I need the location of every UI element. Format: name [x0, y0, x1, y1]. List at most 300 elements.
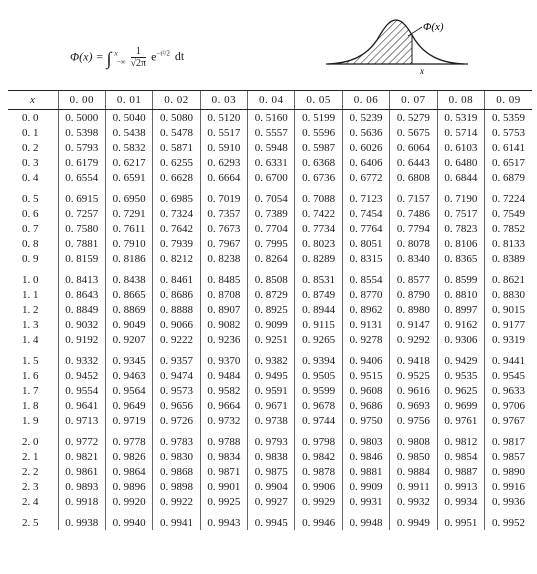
table-cell: 0. 8023: [295, 236, 342, 251]
table-cell: 0. 5199: [295, 110, 342, 126]
table-cell: 0. 9949: [390, 509, 437, 530]
table-cell: 0. 5557: [248, 125, 295, 140]
table-cell: 0. 8264: [248, 251, 295, 266]
table-cell: 0. 9767: [485, 413, 532, 428]
table-cell: 0. 9898: [153, 479, 200, 494]
table-cell: 0. 7190: [437, 185, 484, 206]
table-cell: 0. 9803: [342, 428, 389, 449]
table-cell: 0. 9925: [200, 494, 247, 509]
table-cell: 0. 9222: [153, 332, 200, 347]
table-cell: 0. 9821: [58, 449, 105, 464]
table-cell: 0. 6985: [153, 185, 200, 206]
table-cell: 0. 9854: [437, 449, 484, 464]
table-cell: 0. 8389: [485, 251, 532, 266]
table-cell: 0. 9441: [485, 347, 532, 368]
col-header: 0. 09: [485, 91, 532, 110]
table-cell: 0. 9370: [200, 347, 247, 368]
row-x-value: 2. 5: [22, 516, 39, 529]
table-cell: 0. 7673: [200, 221, 247, 236]
table-cell: 0. 9896: [105, 479, 152, 494]
table-row: [8, 110, 532, 126]
table-cell: 0. 5040: [105, 110, 152, 126]
table-cell: 0. 9943: [200, 509, 247, 530]
table-cell: 0. 9582: [200, 383, 247, 398]
table-cell: 0. 7642: [153, 221, 200, 236]
table-cell: 0. 9719: [105, 413, 152, 428]
table-cell: 0. 9834: [200, 449, 247, 464]
row-x-value: 2. 3: [22, 480, 39, 493]
table-cell: 0. 9099: [248, 317, 295, 332]
table-cell: 0. 7123: [342, 185, 389, 206]
table-cell: 0. 9147: [390, 317, 437, 332]
table-row: [8, 251, 532, 266]
table-cell: 0. 6480: [437, 155, 484, 170]
table-row: [8, 413, 532, 428]
table-cell: 0. 8438: [105, 266, 152, 287]
col-header: 0. 07: [390, 91, 437, 110]
table-cell: 0. 7794: [390, 221, 437, 236]
shaded-area: [328, 20, 412, 64]
table-cell: 0. 9911: [390, 479, 437, 494]
table-cell: 0. 8133: [485, 236, 532, 251]
table-cell: 0. 5987: [295, 140, 342, 155]
table-cell: 0. 9678: [295, 398, 342, 413]
table-cell: 0. 9306: [437, 332, 484, 347]
table-cell: 0. 8729: [248, 287, 295, 302]
exp-power: −t²/2: [156, 49, 170, 58]
table-cell: 0. 5871: [153, 140, 200, 155]
table-cell: 0. 9868: [153, 464, 200, 479]
table-row: [8, 155, 532, 170]
table-cell: 0. 5160: [248, 110, 295, 126]
table-cell: 0. 7257: [58, 206, 105, 221]
table-cell: 0. 9545: [485, 368, 532, 383]
table-cell: 0. 9909: [342, 479, 389, 494]
table-cell: 0. 9357: [153, 347, 200, 368]
table-row: [8, 449, 532, 464]
table-cell: 0. 9756: [390, 413, 437, 428]
table-cell: 0. 7422: [295, 206, 342, 221]
table-cell: 0. 9484: [200, 368, 247, 383]
table-cell: 0. 8708: [200, 287, 247, 302]
table-cell: 0. 9394: [295, 347, 342, 368]
table-cell: 0. 9015: [485, 302, 532, 317]
table-cell: 0. 9913: [437, 479, 484, 494]
table-cell: 0. 8925: [248, 302, 295, 317]
row-x-value: 1. 1: [22, 288, 39, 301]
table-cell: 0. 9778: [105, 428, 152, 449]
row-x-value: 1. 9: [22, 414, 39, 427]
table-cell: 0. 7517: [437, 206, 484, 221]
table-row: [8, 479, 532, 494]
table-cell: 0. 6443: [390, 155, 437, 170]
table-cell: 0. 5714: [437, 125, 484, 140]
table-cell: 0. 8830: [485, 287, 532, 302]
col-header: 0. 04: [248, 91, 295, 110]
table-cell: 0. 9946: [295, 509, 342, 530]
normal-distribution-table: [8, 90, 532, 530]
table-cell: 0. 8577: [390, 266, 437, 287]
table-cell: 0. 8621: [485, 266, 532, 287]
table-cell: 0. 9452: [58, 368, 105, 383]
table-cell: 0. 8340: [390, 251, 437, 266]
col-header: 0. 06: [342, 91, 389, 110]
table-cell: 0. 8686: [153, 287, 200, 302]
table-cell: 0. 7611: [105, 221, 152, 236]
row-x-value: 2. 4: [22, 495, 39, 508]
table-cell: 0. 9857: [485, 449, 532, 464]
table-cell: 0. 9656: [153, 398, 200, 413]
table-cell: 0. 8997: [437, 302, 484, 317]
table-cell: 0. 9616: [390, 383, 437, 398]
table-cell: 0. 9699: [437, 398, 484, 413]
row-x-value: 0. 1: [22, 126, 39, 139]
table-cell: 0. 9932: [390, 494, 437, 509]
row-x-value: 2. 2: [22, 465, 39, 478]
table-cell: 0. 6293: [200, 155, 247, 170]
table-cell: 0. 8461: [153, 266, 200, 287]
table-cell: 0. 9750: [342, 413, 389, 428]
table-cell: 0. 7939: [153, 236, 200, 251]
table-cell: 0. 9817: [485, 428, 532, 449]
table-row: [8, 494, 532, 509]
table-cell: 0. 9940: [105, 509, 152, 530]
table-cell: 0. 9406: [342, 347, 389, 368]
table-cell: 0. 5120: [200, 110, 247, 126]
table-cell: 0. 9783: [153, 428, 200, 449]
table-cell: 0. 6808: [390, 170, 437, 185]
table-cell: 0. 9861: [58, 464, 105, 479]
table-cell: 0. 6915: [58, 185, 105, 206]
table-row: [8, 368, 532, 383]
table-cell: 0. 5438: [105, 125, 152, 140]
table-cell: 0. 6591: [105, 170, 152, 185]
table-cell: 0. 8643: [58, 287, 105, 302]
table-cell: 0. 9938: [58, 509, 105, 530]
table-cell: 0. 7224: [485, 185, 532, 206]
table-cell: 0. 8365: [437, 251, 484, 266]
table-cell: 0. 8186: [105, 251, 152, 266]
table-cell: 0. 8159: [58, 251, 105, 266]
col-header: 0. 02: [153, 91, 200, 110]
table-cell: 0. 5636: [342, 125, 389, 140]
table-row: [8, 383, 532, 398]
table-cell: 0. 9535: [437, 368, 484, 383]
cdf-formula: [70, 46, 184, 69]
table-cell: 0. 9945: [248, 509, 295, 530]
table-cell: 0. 8106: [437, 236, 484, 251]
table-cell: 0. 8554: [342, 266, 389, 287]
row-x-value: 0. 7: [22, 222, 39, 235]
table-cell: 0. 9591: [248, 383, 295, 398]
table-cell: 0. 9641: [58, 398, 105, 413]
table-cell: 0. 8238: [200, 251, 247, 266]
table-cell: 0. 6700: [248, 170, 295, 185]
curve-label: Φ(x): [423, 21, 444, 33]
table-cell: 0. 8508: [248, 266, 295, 287]
table-cell: 0. 5319: [437, 110, 484, 126]
table-cell: 0. 9772: [58, 428, 105, 449]
table-cell: 0. 5948: [248, 140, 295, 155]
row-x-value: 0. 5: [22, 192, 39, 205]
col-header: 0. 01: [105, 91, 152, 110]
table-row: [8, 464, 532, 479]
table-cell: 0. 9292: [390, 332, 437, 347]
table-cell: 0. 7549: [485, 206, 532, 221]
table-cell: 0. 6554: [58, 170, 105, 185]
table-cell: 0. 9625: [437, 383, 484, 398]
table-cell: 0. 9732: [200, 413, 247, 428]
row-x-value: 1. 7: [22, 384, 39, 397]
table-cell: 0. 9918: [58, 494, 105, 509]
table-cell: 0. 9049: [105, 317, 152, 332]
table-cell: 0. 9884: [390, 464, 437, 479]
table-cell: 0. 9115: [295, 317, 342, 332]
table-cell: 0. 8599: [437, 266, 484, 287]
table-row: [8, 302, 532, 317]
table-cell: 0. 7995: [248, 236, 295, 251]
table-cell: 0. 9463: [105, 368, 152, 383]
column-header-row: [8, 91, 532, 110]
table-row: [8, 428, 532, 449]
axis-label: x: [420, 66, 424, 76]
table-row: [8, 287, 532, 302]
table-cell: 0. 9890: [485, 464, 532, 479]
table-cell: 0. 9265: [295, 332, 342, 347]
table-cell: 0. 9319: [485, 332, 532, 347]
table-cell: 0. 9788: [200, 428, 247, 449]
table-cell: 0. 6103: [437, 140, 484, 155]
table-cell: 0. 9332: [58, 347, 105, 368]
table-cell: 0. 9192: [58, 332, 105, 347]
table-cell: 0. 7088: [295, 185, 342, 206]
table-cell: 0. 8289: [295, 251, 342, 266]
table-cell: 0. 5793: [58, 140, 105, 155]
table-cell: 0. 6950: [105, 185, 152, 206]
col-header: 0. 05: [295, 91, 342, 110]
fraction: [131, 46, 147, 69]
row-x-value: 1. 6: [22, 369, 39, 382]
table-cell: 0. 6517: [485, 155, 532, 170]
table-cell: 0. 6844: [437, 170, 484, 185]
table-row: [8, 509, 532, 530]
row-x-value: 1. 8: [22, 399, 39, 412]
table-cell: 0. 9798: [295, 428, 342, 449]
table-cell: 0. 9032: [58, 317, 105, 332]
table-cell: 0. 9599: [295, 383, 342, 398]
table-cell: 0. 6217: [105, 155, 152, 170]
table-cell: 0. 8485: [200, 266, 247, 287]
table-cell: 0. 9864: [105, 464, 152, 479]
table-cell: 0. 9495: [248, 368, 295, 383]
table-cell: 0. 7291: [105, 206, 152, 221]
table-cell: 0. 9505: [295, 368, 342, 383]
table-cell: 0. 6879: [485, 170, 532, 185]
table-cell: 0. 5517: [200, 125, 247, 140]
row-x-value: 0. 0: [22, 111, 39, 124]
table-cell: 0. 5279: [390, 110, 437, 126]
table-cell: 0. 6772: [342, 170, 389, 185]
table-cell: 0. 9878: [295, 464, 342, 479]
table-cell: 0. 8212: [153, 251, 200, 266]
table-cell: 0. 9920: [105, 494, 152, 509]
table-cell: 0. 8770: [342, 287, 389, 302]
table-cell: 0. 7764: [342, 221, 389, 236]
table-cell: 0. 9345: [105, 347, 152, 368]
table-cell: 0. 9207: [105, 332, 152, 347]
integral-lower: −∞: [116, 57, 126, 66]
table-row: [8, 170, 532, 185]
normal-curve-figure: [322, 10, 470, 76]
table-cell: 0. 9934: [437, 494, 484, 509]
table-cell: 0. 9916: [485, 479, 532, 494]
table-cell: 0. 9693: [390, 398, 437, 413]
col-header: 0. 00: [58, 91, 105, 110]
table-cell: 0. 7881: [58, 236, 105, 251]
formula-lhs: Φ(x) =: [70, 49, 104, 64]
table-cell: 0. 9236: [200, 332, 247, 347]
table-cell: 0. 9793: [248, 428, 295, 449]
table-cell: 0. 9671: [248, 398, 295, 413]
table-cell: 0. 9573: [153, 383, 200, 398]
table-cell: 0. 9726: [153, 413, 200, 428]
table-cell: 0. 9686: [342, 398, 389, 413]
table-cell: 0. 9633: [485, 383, 532, 398]
table-cell: 0. 9906: [295, 479, 342, 494]
table-cell: 0. 8849: [58, 302, 105, 317]
row-x-value: 0. 4: [22, 171, 39, 184]
table-cell: 0. 5239: [342, 110, 389, 126]
table-row: [8, 317, 532, 332]
table-cell: 0. 9922: [153, 494, 200, 509]
table-cell: 0. 9931: [342, 494, 389, 509]
table-cell: 0. 5675: [390, 125, 437, 140]
table-cell: 0. 9066: [153, 317, 200, 332]
table-row: [8, 140, 532, 155]
table-row: [8, 347, 532, 368]
table-cell: 0. 9850: [390, 449, 437, 464]
table-row: [8, 266, 532, 287]
table-row: [8, 332, 532, 347]
table-cell: 0. 9525: [390, 368, 437, 383]
table-cell: 0. 7389: [248, 206, 295, 221]
table-cell: 0. 7054: [248, 185, 295, 206]
table-cell: 0. 9952: [485, 509, 532, 530]
table-cell: 0. 9881: [342, 464, 389, 479]
table-cell: 0. 8665: [105, 287, 152, 302]
row-x-value: 1. 5: [22, 354, 39, 367]
table-cell: 0. 9608: [342, 383, 389, 398]
table-cell: 0. 9948: [342, 509, 389, 530]
table-cell: 0. 9177: [485, 317, 532, 332]
table-cell: 0. 9901: [200, 479, 247, 494]
row-x-value: 0. 9: [22, 252, 39, 265]
table-cell: 0. 9474: [153, 368, 200, 383]
table-cell: 0. 9812: [437, 428, 484, 449]
table-cell: 0. 9382: [248, 347, 295, 368]
table-cell: 0. 7852: [485, 221, 532, 236]
table-cell: 0. 5359: [485, 110, 532, 126]
table-cell: 0. 6026: [342, 140, 389, 155]
table-cell: 0. 8980: [390, 302, 437, 317]
row-x-value: 2. 0: [22, 435, 39, 448]
table-cell: 0. 8315: [342, 251, 389, 266]
table-cell: 0. 9713: [58, 413, 105, 428]
table-cell: 0. 7823: [437, 221, 484, 236]
table-row: [8, 185, 532, 206]
table-cell: 0. 9554: [58, 383, 105, 398]
table-cell: 0. 8749: [295, 287, 342, 302]
differential: dt: [174, 49, 185, 64]
table-cell: 0. 9418: [390, 347, 437, 368]
table-cell: 0. 8078: [390, 236, 437, 251]
table-cell: 0. 9826: [105, 449, 152, 464]
table-cell: 0. 9131: [342, 317, 389, 332]
table-cell: 0. 5478: [153, 125, 200, 140]
table-cell: 0. 7019: [200, 185, 247, 206]
row-x-value: 0. 6: [22, 207, 39, 220]
table-cell: 0. 8051: [342, 236, 389, 251]
row-x-value: 1. 0: [22, 273, 39, 286]
table-cell: 0. 6064: [390, 140, 437, 155]
table-cell: 0. 9706: [485, 398, 532, 413]
col-header: 0. 08: [437, 91, 484, 110]
table-cell: 0. 9082: [200, 317, 247, 332]
integral-sign: ∫: [106, 48, 112, 69]
table-cell: 0. 5000: [58, 110, 105, 126]
table-row: [8, 221, 532, 236]
table-cell: 0. 8962: [342, 302, 389, 317]
table-cell: 0. 7357: [200, 206, 247, 221]
table-cell: 0. 6179: [58, 155, 105, 170]
row-x-value: 0. 8: [22, 237, 39, 250]
table-cell: 0. 9927: [248, 494, 295, 509]
table-cell: 0. 9429: [437, 347, 484, 368]
table-cell: 0. 9893: [58, 479, 105, 494]
row-x-value: 1. 2: [22, 303, 39, 316]
table-cell: 0. 9846: [342, 449, 389, 464]
row-x-value: 2. 1: [22, 450, 39, 463]
table-cell: 0. 6141: [485, 140, 532, 155]
table-cell: 0. 9936: [485, 494, 532, 509]
table-cell: 0. 9564: [105, 383, 152, 398]
row-x-value: 1. 3: [22, 318, 39, 331]
table-cell: 0. 8869: [105, 302, 152, 317]
table-row: [8, 206, 532, 221]
col-header: 0. 03: [200, 91, 247, 110]
table-cell: 0. 9830: [153, 449, 200, 464]
table-cell: 0. 9738: [248, 413, 295, 428]
table-cell: 0. 6406: [342, 155, 389, 170]
table-cell: 0. 9875: [248, 464, 295, 479]
exp-base: e: [151, 49, 157, 64]
table-cell: 0. 5080: [153, 110, 200, 126]
table-cell: 0. 7486: [390, 206, 437, 221]
table-cell: 0. 8888: [153, 302, 200, 317]
table-cell: 0. 9904: [248, 479, 295, 494]
table-cell: 0. 9871: [200, 464, 247, 479]
table-cell: 0. 9951: [437, 509, 484, 530]
table-cell: 0. 6368: [295, 155, 342, 170]
table-cell: 0. 9744: [295, 413, 342, 428]
table-cell: 0. 7734: [295, 221, 342, 236]
table-cell: 0. 5753: [485, 125, 532, 140]
table-cell: 0. 9162: [437, 317, 484, 332]
table-cell: 0. 9808: [390, 428, 437, 449]
fraction-numerator: 1: [131, 46, 147, 58]
table-cell: 0. 8531: [295, 266, 342, 287]
table-row: [8, 125, 532, 140]
